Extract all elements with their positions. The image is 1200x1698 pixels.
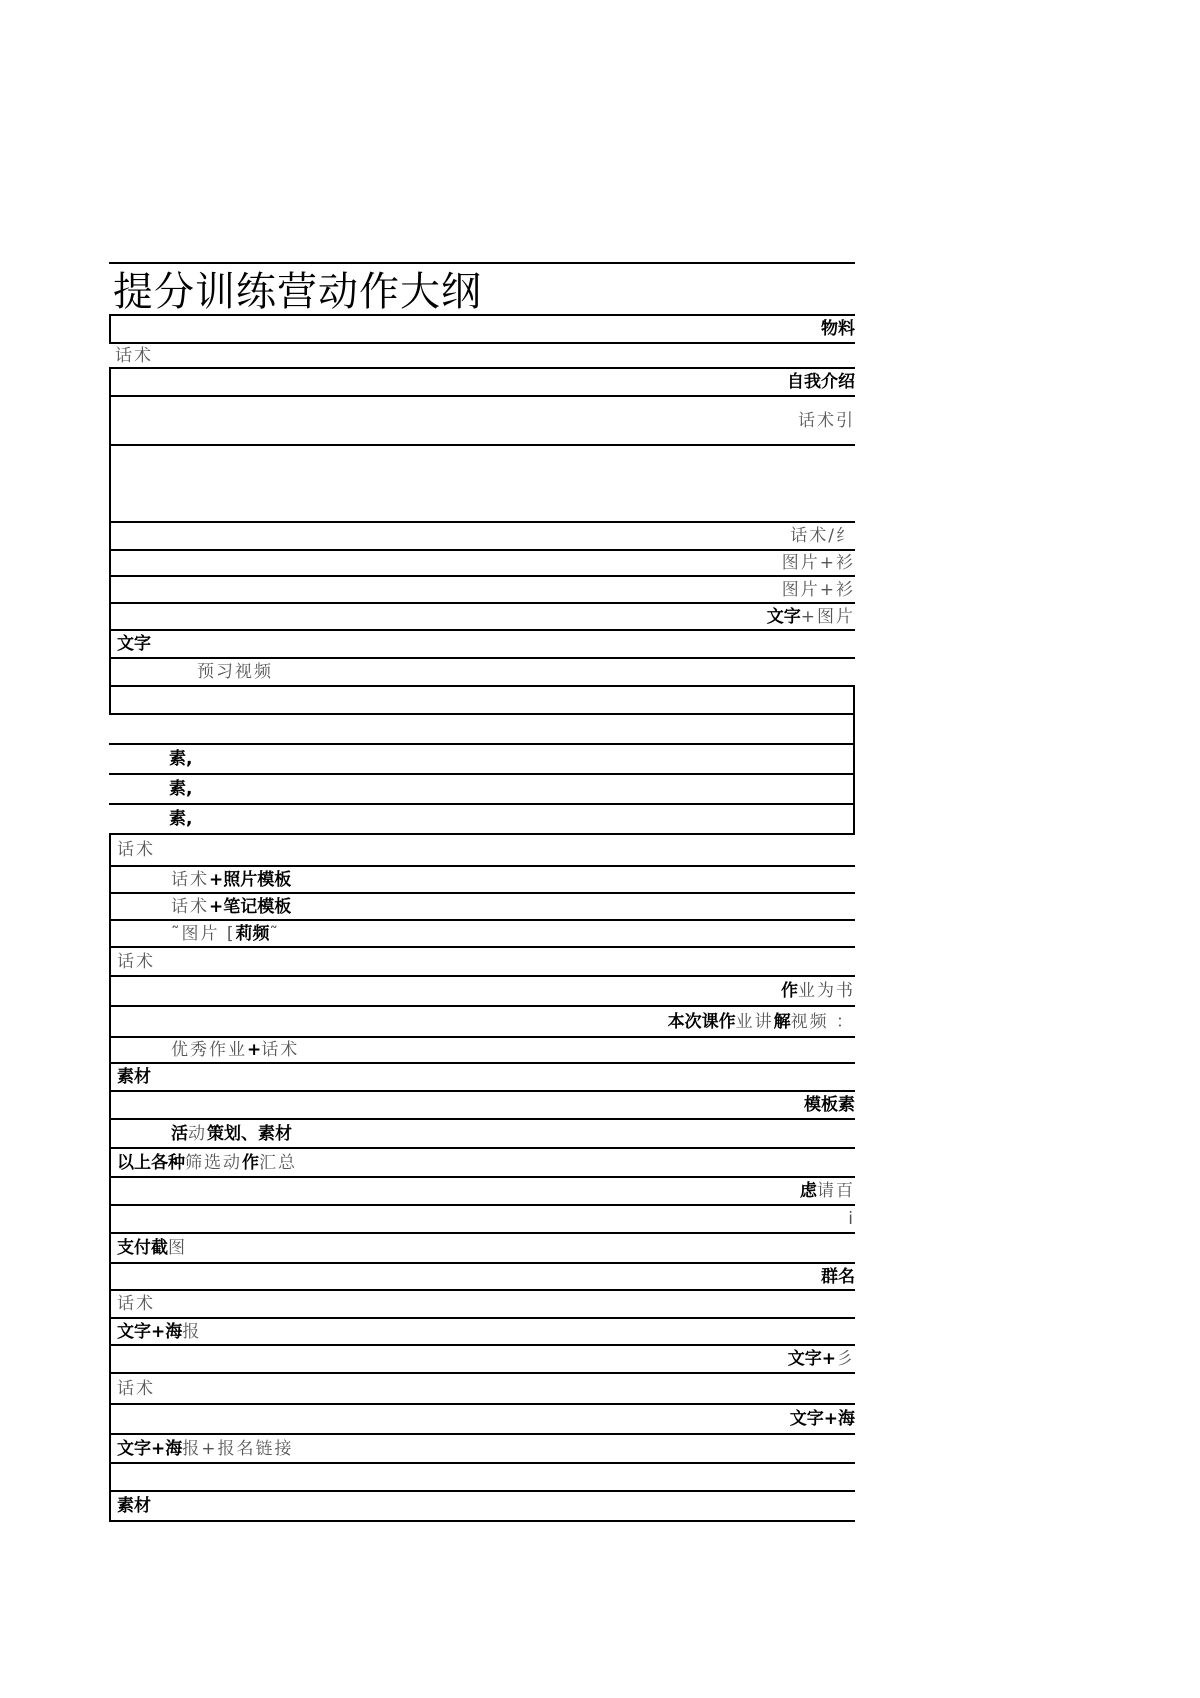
table-row [109, 1289, 855, 1317]
cell-text [171, 923, 280, 945]
cell-text [782, 552, 855, 574]
table-row [109, 629, 855, 657]
cell-text [171, 1123, 292, 1145]
table-row [109, 1204, 855, 1232]
cell-text-run: 自我介绍 [787, 372, 855, 392]
cell-text-run: 素材 [117, 1496, 151, 1516]
cell-text-run: 彡 [836, 1349, 855, 1369]
cell-text-run: 话术/纟 [790, 526, 855, 546]
cell-text-run: 预习视频 [197, 662, 273, 682]
cell-text [117, 1438, 294, 1460]
table-row [109, 773, 855, 803]
cell-text-run: 解 [773, 1011, 791, 1032]
table-row [109, 1433, 855, 1462]
cell-text-run: 汇总 [259, 1152, 297, 1173]
table-row [109, 1490, 855, 1520]
cell-text [787, 371, 855, 393]
table-row [109, 367, 855, 395]
cell-text [117, 839, 155, 861]
cell-text-run: 素, [169, 749, 193, 769]
cell-text-run: ˜图片 [ [171, 923, 236, 944]
cell-text-run: 支付截 [117, 1238, 168, 1258]
table-row [109, 833, 855, 865]
cell-text-run: 话术 [117, 951, 155, 972]
cell-text-run: 作 [781, 981, 798, 1001]
table-row [109, 1372, 855, 1403]
cell-text-run: 图片+衫 [781, 579, 855, 600]
table-row [109, 1147, 855, 1176]
table-row [109, 1005, 855, 1036]
cell-text [117, 1321, 201, 1343]
cell-text-run: i [848, 1209, 855, 1229]
cell-text [169, 748, 192, 770]
cell-text-run: 报+报名链接 [182, 1438, 294, 1459]
table-row [109, 685, 855, 713]
cell-text [117, 1378, 155, 1400]
table-row [109, 1262, 855, 1289]
cell-text-run: 以上各种 [117, 1152, 185, 1173]
table-row [109, 1317, 855, 1344]
cell-text-run: + [247, 1040, 262, 1060]
cell-text-run: 文字+海 [117, 1438, 183, 1459]
cell-text-run: 话术 [117, 1378, 155, 1399]
table-row [109, 1403, 855, 1433]
cell-text [788, 1348, 855, 1370]
cell-text-run: 业为书 [798, 981, 855, 1001]
cell-text-run: 话术 [117, 1294, 155, 1314]
table-row [109, 975, 855, 1005]
table-row [109, 657, 855, 685]
cell-text [804, 1094, 855, 1116]
cell-text [767, 606, 855, 628]
cell-text [800, 1180, 855, 1202]
table-row [109, 743, 855, 773]
cell-text [171, 1039, 299, 1061]
table-row [109, 713, 855, 743]
table-row [109, 1462, 855, 1490]
table-row [109, 919, 855, 946]
cell-text [115, 345, 153, 367]
cell-text [197, 661, 273, 683]
cell-text [117, 1293, 155, 1315]
cell-text-run: 作 [242, 1152, 259, 1173]
cell-text-run: 素材 [117, 1067, 151, 1087]
table-row [109, 1232, 855, 1262]
cell-text [117, 633, 151, 655]
cell-text [668, 1011, 855, 1033]
cell-text-run: 文字+ [787, 1349, 836, 1369]
table-row [109, 1090, 855, 1118]
cell-text-run: 动 [188, 1123, 207, 1144]
cell-text [782, 579, 855, 601]
cell-text-run: 文字+海 [789, 1409, 855, 1429]
cell-text [798, 410, 855, 432]
table-row [109, 1118, 855, 1147]
table-row [109, 549, 855, 575]
cell-text-run: 文字 [117, 634, 151, 654]
cell-text-run: 业讲 [735, 1011, 774, 1032]
table-row [109, 444, 855, 521]
cell-text [821, 1266, 855, 1288]
cell-text [848, 1208, 855, 1230]
table-row [109, 946, 855, 975]
table-bottom-rule [109, 1520, 855, 1522]
cell-text-run: 图 [168, 1238, 187, 1258]
table-row [109, 803, 855, 833]
cell-text-run: 话术 [171, 869, 209, 890]
cell-text [117, 1152, 297, 1174]
cell-text [117, 1495, 151, 1517]
cell-text [117, 1237, 187, 1259]
table-row [109, 1344, 855, 1372]
cell-text-run: 活 [171, 1123, 188, 1144]
cell-text-run: 物料 [821, 319, 855, 339]
cell-text-run: 请百 [817, 1181, 855, 1201]
cell-text-run: 视频 ： [790, 1011, 855, 1032]
cell-text-run: 莉频 [235, 923, 270, 944]
cell-text-run: +笔记模板 [209, 896, 292, 917]
cell-text-run: 图片+衫 [781, 553, 855, 573]
cell-text-run: ˜ [269, 923, 281, 944]
document-title: 提分训练营动作大纲 [113, 269, 482, 315]
table-row [109, 521, 855, 549]
title-top-rule [109, 262, 855, 264]
cell-text [821, 318, 855, 340]
cell-text-run: 话术 [115, 345, 153, 366]
cell-text-run: 话术 [117, 840, 155, 860]
cell-text [117, 951, 155, 973]
table-row [109, 1036, 855, 1062]
table-row [109, 602, 855, 629]
cell-text-run: 模板素 [804, 1095, 855, 1115]
table-row [109, 395, 855, 444]
cell-text-run: 本次课作 [667, 1011, 736, 1032]
table-row [109, 1062, 855, 1090]
table-row [109, 314, 855, 342]
cell-text [171, 896, 291, 918]
table-row [109, 1176, 855, 1204]
cell-text [169, 778, 192, 800]
cell-text-run: 群名 [821, 1266, 855, 1287]
cell-text [169, 808, 192, 830]
cell-text-run: 策划、素材 [207, 1123, 292, 1144]
table-row [109, 575, 855, 602]
table-row [109, 342, 855, 367]
table-row [109, 892, 855, 919]
cell-text [781, 980, 855, 1002]
cell-text-run: +照片模板 [209, 869, 292, 890]
cell-text-run: 文字 [766, 606, 801, 627]
cell-text-run: 素, [169, 779, 193, 799]
cell-text-run: +图片 [800, 606, 855, 627]
cell-text-run: 优秀作业 [171, 1040, 247, 1060]
cell-text [117, 1066, 151, 1088]
table-row [109, 865, 855, 892]
cell-text-run: 话术 [171, 896, 209, 917]
cell-text-run: 话术引 [798, 410, 855, 431]
cell-text-run: 话术 [261, 1040, 300, 1060]
cell-text-run: 素, [169, 809, 193, 829]
cell-text [171, 869, 291, 891]
cell-text [790, 1408, 855, 1430]
cell-text-run: 文字+海 [117, 1321, 183, 1342]
cell-text [790, 525, 855, 547]
cell-text-run: 虑 [800, 1181, 817, 1201]
cell-text-run: 报 [182, 1321, 202, 1342]
cell-text-run: 筛选动 [185, 1152, 242, 1173]
